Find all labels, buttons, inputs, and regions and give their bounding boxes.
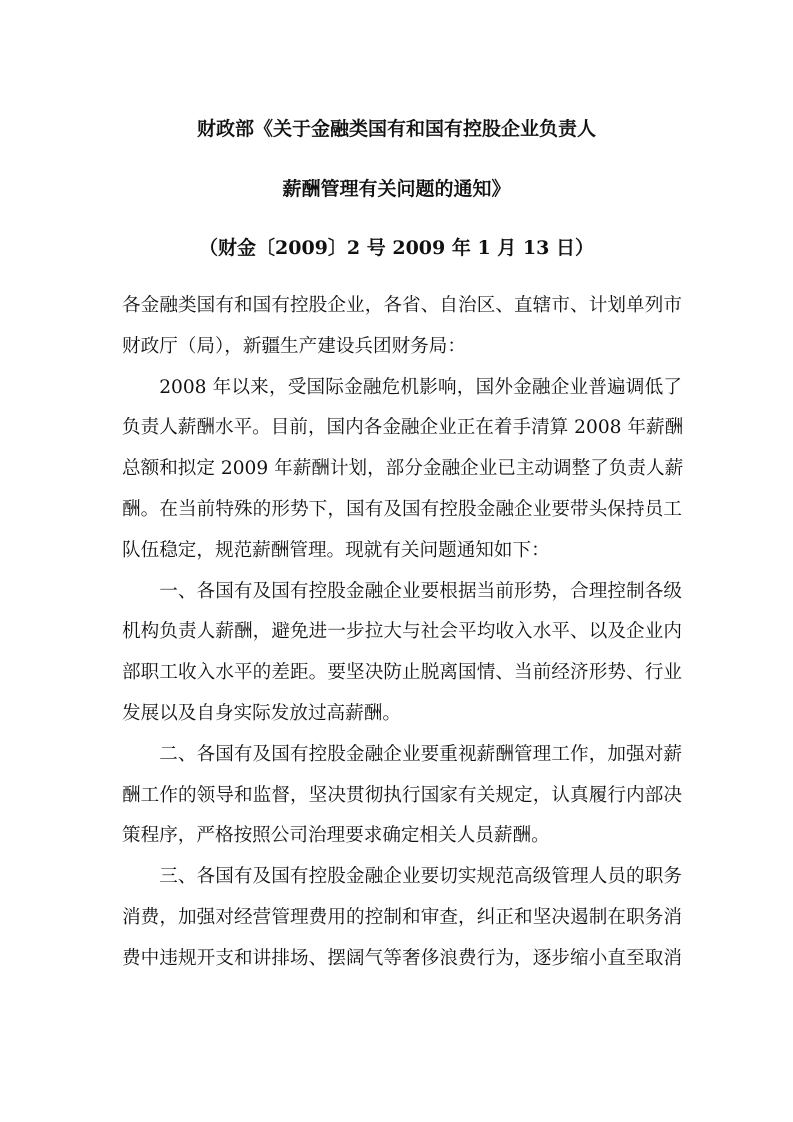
clause-two-paragraph [122,735,682,857]
text-line: 财政厅（局），新疆生产建设兵团财务局： [122,335,466,357]
salutation-paragraph [122,286,682,368]
text-line: 机构负责人薪酬，避免进一步拉大与社会平均收入水平、以及企业内 [122,621,682,643]
text-line: 酬工作的领导和监督，坚决贯彻执行国家有关规定，认真履行内部决 [122,784,682,806]
clause-one-paragraph [122,572,682,735]
text-line: 部职工收入水平的差距。要坚决防止脱离国情、当前经济形势、行业 [122,662,682,684]
document-number: （财金〔2009〕2 号 2009 年 1 月 13 日） [199,237,594,259]
document-title-line1: 财政部《关于金融类国有和国有控股企业负责人 [196,118,596,140]
text-line: 一、各国有及国有控股金融企业要根据当前形势，合理控制各级 [159,580,682,602]
text-line: 二、各国有及国有控股金融企业要重视薪酬管理工作，加强对薪 [159,743,682,765]
text-line: 队伍稳定，规范薪酬管理。现就有关问题通知如下： [122,539,550,561]
text-line: 各金融类国有和国有控股企业，各省、自治区、直辖市、计划单列市 [122,295,682,316]
text-line: 费中违规开支和讲排场、摆阔气等奢侈浪费行为，逐步缩小直至取消 [122,947,682,969]
text-line: 策程序，严格按照公司治理要求确定相关人员薪酬。 [122,825,550,847]
document-title-line2: 薪酬管理有关问题的通知》 [282,178,511,200]
clause-three-paragraph [122,857,682,979]
text-line: 总额和拟定 2009 年薪酬计划，部分金融企业已主动调整了负责人薪 [122,458,684,480]
text-line: 2008 年以来，受国际金融危机影响，国外金融企业普遍调低了 [159,376,682,398]
text-line: 酬。在当前特殊的形势下，国有及国有控股金融企业要带头保持员工 [122,498,682,520]
intro-paragraph [122,368,682,572]
document-body [122,286,682,980]
text-line: 负责人薪酬水平。目前，国内各金融企业正在着手清算 2008 年薪酬 [122,417,684,439]
text-line: 发展以及自身实际发放过高薪酬。 [122,702,401,724]
text-line: 消费，加强对经营管理费用的控制和审查，纠正和坚决遏制在职务消 [122,906,682,928]
text-line: 三、各国有及国有控股金融企业要切实规范高级管理人员的职务 [159,866,682,888]
